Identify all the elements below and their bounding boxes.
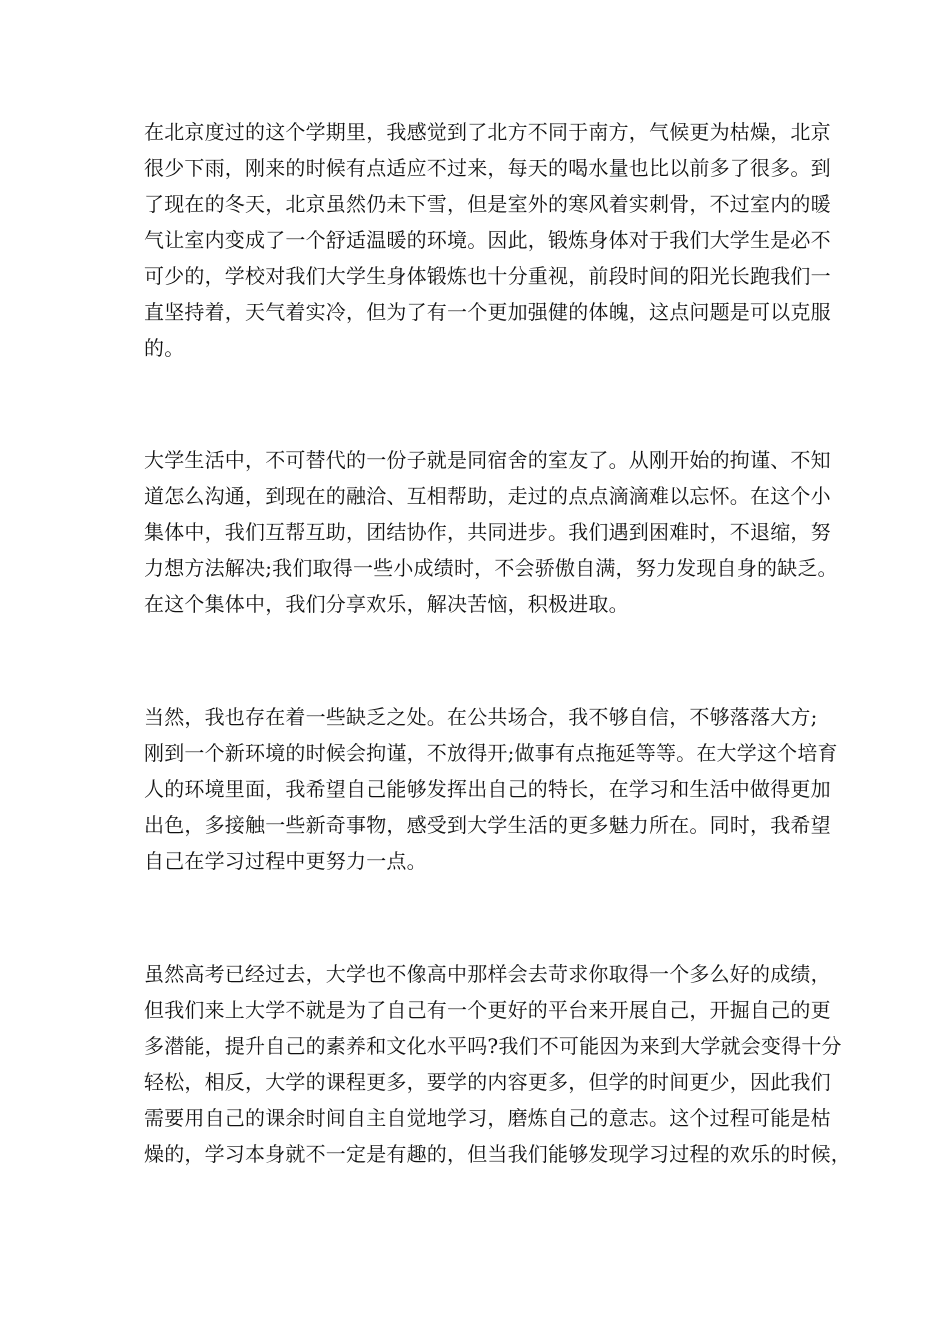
text-line: 需要用自己的课余时间自主自觉地学习，磨炼自己的意志。这个过程可能是枯 xyxy=(144,1106,831,1130)
text-line: 在北京度过的这个学期里，我感觉到了北方不同于南方，气候更为枯燥，北京 xyxy=(144,120,831,144)
text-line: 自己在学习过程中更努力一点。 xyxy=(144,849,427,873)
paragraph-shortcomings xyxy=(144,699,838,879)
text-line: 出色，多接触一些新奇事物，感受到大学生活的更多魅力所在。同时，我希望 xyxy=(144,813,831,837)
text-line: 燥的，学习本身就不一定是有趣的，但当我们能够发现学习过程的欢乐的时候， xyxy=(144,1142,851,1166)
text-line: 力想方法解决;我们取得一些小成绩时，不会骄傲自满，努力发现自身的缺乏。 xyxy=(144,556,838,580)
paragraph-climate xyxy=(144,114,831,366)
text-line: 直坚持着，天气着实冷，但为了有一个更加强健的体魄，这点问题是可以克服 xyxy=(144,300,831,324)
text-line: 当然，我也存在着一些缺乏之处。在公共场合，我不够自信，不够落落大方; xyxy=(144,705,818,729)
text-line: 大学生活中，不可替代的一份子就是同宿舍的室友了。从刚开始的拘谨、不知 xyxy=(144,448,831,472)
text-line: 轻松，相反，大学的课程更多，要学的内容更多，但学的时间更少，因此我们 xyxy=(144,1070,831,1094)
text-line: 多潜能，提升自己的素养和文化水平吗?我们不可能因为来到大学就会变得十分 xyxy=(144,1034,842,1058)
text-line: 的。 xyxy=(144,336,185,360)
text-line: 道怎么沟通，到现在的融洽、互相帮助，走过的点点滴滴难以忘怀。在这个小 xyxy=(144,484,831,508)
text-line: 了现在的冬天，北京虽然仍未下雪，但是室外的寒风着实刺骨，不过室内的暖 xyxy=(144,192,831,216)
text-line: 在这个集体中，我们分享欢乐，解决苦恼，积极进取。 xyxy=(144,592,629,616)
text-line: 虽然高考已经过去，大学也不像高中那样会去苛求你取得一个多么好的成绩， xyxy=(144,962,831,986)
text-line: 气让室内变成了一个舒适温暖的环境。因此，锻炼身体对于我们大学生是必不 xyxy=(144,228,831,252)
text-line: 人的环境里面，我希望自己能够发挥出自己的特长，在学习和生活中做得更加 xyxy=(144,777,831,801)
paragraph-study xyxy=(144,956,851,1172)
text-line: 很少下雨，刚来的时候有点适应不过来，每天的喝水量也比以前多了很多。到 xyxy=(144,156,831,180)
text-line: 集体中，我们互帮互助，团结协作，共同进步。我们遇到困难时，不退缩，努 xyxy=(144,520,831,544)
text-line: 刚到一个新环境的时候会拘谨，不放得开;做事有点拖延等等。在大学这个培育 xyxy=(144,741,838,765)
text-line: 但我们来上大学不就是为了自己有一个更好的平台来开展自己，开掘自己的更 xyxy=(144,998,831,1022)
paragraph-roommates xyxy=(144,442,838,622)
text-line: 可少的，学校对我们大学生身体锻炼也十分重视，前段时间的阳光长跑我们一 xyxy=(144,264,831,288)
